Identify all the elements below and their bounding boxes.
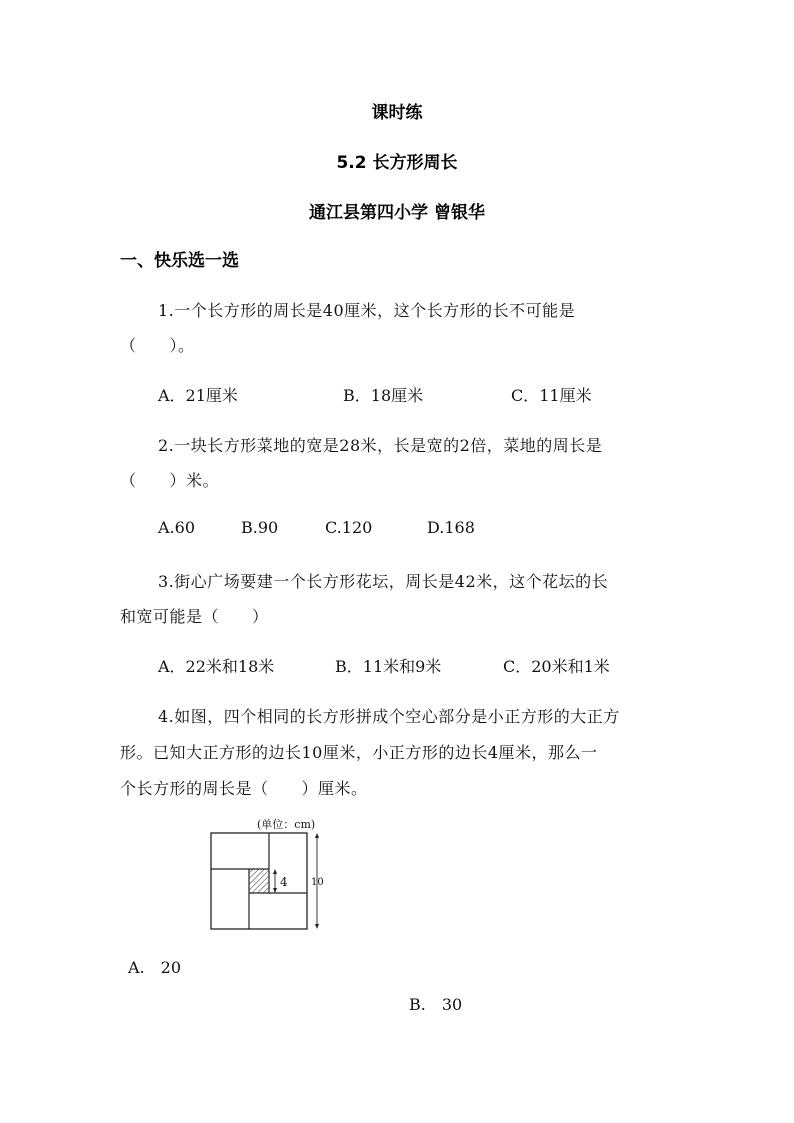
author-line: 通江县第四小学 曾银华 <box>309 203 485 223</box>
square-figure <box>205 815 335 935</box>
q4-text-line1: 4.如图，四个相同的长方形拼成个空心部分是小正方形的大正方 <box>158 707 620 726</box>
q2-option-c: C.120 <box>325 518 373 537</box>
figure-unit-label: (单位：cm) <box>257 818 316 831</box>
q1-text-line2: （ ）。 <box>120 336 195 355</box>
section-heading: 一、快乐选一选 <box>120 251 239 271</box>
q1-option-b: B．18厘米 <box>343 386 424 405</box>
big-square-label: 10 <box>311 877 324 888</box>
q3-option-c: C．20米和1米 <box>503 657 610 676</box>
small-arrow-down <box>273 888 277 893</box>
square-diagram <box>205 815 335 935</box>
small-arrow-up <box>273 869 277 874</box>
big-arrow-up <box>315 833 319 838</box>
q3-option-a: A．22米和18米 <box>158 657 275 676</box>
q1-option-c: C．11厘米 <box>511 386 592 405</box>
q4-text-line3: 个长方形的周长是（ ）厘米。 <box>120 779 368 798</box>
big-arrow-down <box>315 924 319 929</box>
small-square-label: 4 <box>280 875 288 889</box>
small-square <box>249 869 269 893</box>
q2-option-d: D.168 <box>427 518 475 537</box>
lesson-title: 5.2 长方形周长 <box>336 153 458 173</box>
q2-option-a: A.60 <box>158 518 195 537</box>
q3-text-line2: 和宽可能是（ ） <box>120 607 269 626</box>
q4-option-a: A. 20 <box>128 958 182 977</box>
q4-option-b: B. 30 <box>409 995 463 1014</box>
q3-text-line1: 3.街心广场要建一个长方形花坛，周长是42米，这个花坛的长 <box>158 572 609 591</box>
q2-text-line1: 2.一块长方形菜地的宽是28米，长是宽的2倍，菜地的周长是 <box>158 436 603 455</box>
q2-option-b: B.90 <box>241 518 279 537</box>
q2-text-line2: （ ）米。 <box>120 471 220 490</box>
worksheet-title: 课时练 <box>371 103 423 123</box>
q1-option-a: A．21厘米 <box>158 386 238 405</box>
q4-text-line2: 形。已知大正方形的边长10厘米，小正方形的边长4厘米，那么一 <box>120 743 598 762</box>
q1-text-line1: 1.一个长方形的周长是40厘米，这个长方形的长不可能是 <box>158 301 576 320</box>
q3-option-b: B．11米和9米 <box>335 657 442 676</box>
